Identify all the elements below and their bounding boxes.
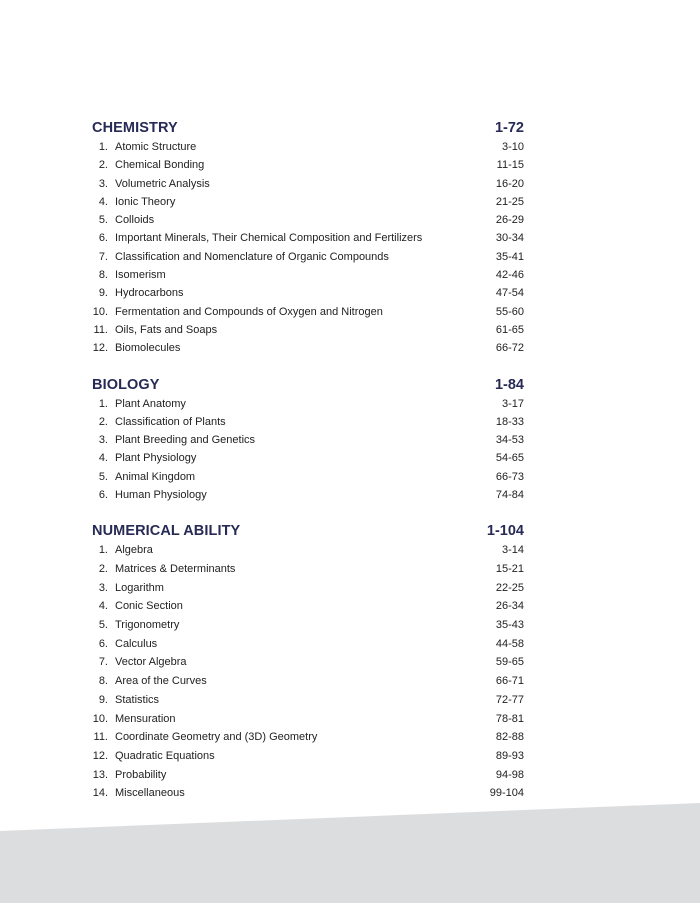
section-heading[interactable] — [92, 120, 524, 141]
entry-number: 6. — [98, 489, 108, 502]
entry-pages: 66-71 — [495, 675, 524, 688]
entry-title: Quadratic Equations — [115, 749, 215, 762]
entry-pages: 66-72 — [495, 342, 524, 355]
entry-title: Animal Kingdom — [115, 470, 196, 483]
entry-title: Probability — [115, 768, 167, 781]
entry-pages: 89-93 — [495, 749, 524, 762]
entry-pages: 61-65 — [495, 323, 524, 336]
entry-number: 13. — [92, 768, 108, 781]
toc-entry[interactable] — [92, 324, 524, 342]
toc-entry[interactable] — [92, 638, 524, 657]
toc-section — [92, 377, 524, 508]
entry-title: Biomolecules — [115, 342, 181, 355]
entry-title: Conic Section — [115, 600, 183, 613]
entry-title: Trigonometry — [115, 619, 180, 632]
entry-number: 1. — [98, 141, 108, 153]
entry-pages: 66-73 — [495, 470, 524, 483]
toc-entry[interactable] — [92, 544, 524, 563]
toc-entry[interactable] — [92, 416, 524, 434]
entry-pages: 47-54 — [495, 287, 524, 300]
entry-number: 4. — [98, 452, 108, 465]
entry-number: 9. — [98, 287, 108, 300]
toc-entry[interactable] — [92, 563, 524, 582]
entry-number: 8. — [98, 269, 108, 282]
entry-number: 5. — [98, 619, 108, 632]
entry-number: 3. — [98, 581, 108, 594]
entry-pages: 18-33 — [495, 415, 524, 428]
entry-pages: 34-53 — [495, 434, 524, 447]
entry-number: 5. — [98, 470, 108, 483]
entry-pages: 54-65 — [495, 452, 524, 465]
entry-pages: 16-20 — [495, 177, 524, 190]
toc-entry[interactable] — [92, 178, 524, 196]
section-page-range: 1-104 — [486, 523, 524, 540]
entry-title: Plant Anatomy — [115, 397, 186, 410]
entry-title: Mensuration — [115, 712, 176, 725]
entry-title: Ionic Theory — [115, 195, 176, 208]
entry-pages: 26-29 — [495, 214, 524, 227]
entry-title: Hydrocarbons — [115, 287, 184, 300]
entry-title: Important Minerals, Their Chemical Composition and Fertilizers — [115, 232, 423, 245]
toc-entry[interactable] — [92, 398, 524, 416]
entry-title: Volumetric Analysis — [115, 177, 210, 190]
section-heading[interactable] — [92, 377, 524, 398]
toc-entry[interactable] — [92, 787, 524, 806]
entry-pages: 35-43 — [495, 619, 524, 632]
section-page-range: 1-84 — [494, 376, 524, 393]
entry-number: 4. — [98, 195, 108, 208]
entry-number: 1. — [98, 544, 108, 557]
entry-number: 12. — [92, 342, 108, 355]
section-title: NUMERICAL ABILITY — [92, 523, 241, 540]
entry-number: 2. — [98, 563, 108, 576]
entry-number: 7. — [98, 250, 108, 263]
entry-title: Area of the Curves — [115, 675, 207, 688]
entry-number: 10. — [92, 305, 108, 318]
entry-pages: 30-34 — [495, 232, 524, 245]
entry-pages: 3-10 — [501, 141, 524, 153]
toc-entry[interactable] — [92, 582, 524, 601]
entry-number: 14. — [92, 787, 108, 800]
entry-number: 11. — [93, 323, 108, 336]
entry-pages: 59-65 — [495, 656, 524, 669]
section-title: BIOLOGY — [92, 376, 160, 393]
entry-pages: 3-17 — [501, 397, 524, 410]
entry-title: Plant Physiology — [115, 452, 197, 465]
entry-number: 4. — [98, 600, 108, 613]
entry-title: Fermentation and Compounds of Oxygen and Nitrogen — [115, 305, 383, 318]
entry-title: Human Physiology — [115, 489, 207, 502]
toc-entry[interactable] — [92, 434, 524, 452]
section-heading[interactable] — [92, 523, 524, 544]
entry-title: Matrices & Determinants — [115, 563, 236, 576]
entry-title: Oils, Fats and Soaps — [115, 323, 218, 336]
toc-entry[interactable] — [92, 141, 524, 159]
entry-title: Calculus — [115, 637, 158, 650]
entry-title: Plant Breeding and Genetics — [115, 434, 256, 447]
entry-title: Classification and Nomenclature of Organic Compounds — [115, 250, 389, 263]
toc-entry[interactable] — [92, 269, 524, 287]
toc-entry[interactable] — [92, 287, 524, 305]
toc-entry[interactable] — [92, 731, 524, 750]
entry-pages: 72-77 — [495, 693, 524, 706]
toc-section — [92, 523, 524, 806]
toc-entry[interactable] — [92, 656, 524, 675]
entry-title: Vector Algebra — [115, 656, 187, 669]
entry-number: 1. — [98, 397, 108, 410]
entry-title: Algebra — [115, 544, 153, 557]
entry-pages: 21-25 — [495, 195, 524, 208]
entry-number: 2. — [98, 415, 108, 428]
entry-number: 12. — [92, 749, 108, 762]
entry-title: Colloids — [115, 214, 155, 227]
entry-number: 10. — [92, 712, 108, 725]
entry-number: 9. — [98, 693, 108, 706]
entry-pages: 22-25 — [495, 581, 524, 594]
entry-pages: 15-21 — [495, 563, 524, 576]
toc-entry[interactable] — [92, 232, 524, 250]
table-of-contents — [92, 120, 524, 822]
toc-entry[interactable] — [92, 196, 524, 214]
entry-number: 2. — [98, 159, 108, 172]
toc-entry[interactable] — [92, 306, 524, 324]
entry-number: 3. — [98, 177, 108, 190]
entry-number: 8. — [98, 675, 108, 688]
toc-entry[interactable] — [92, 600, 524, 619]
toc-entry[interactable] — [92, 159, 524, 177]
toc-entry[interactable] — [92, 694, 524, 713]
entry-title: Miscellaneous — [115, 787, 185, 800]
entry-pages: 35-41 — [495, 250, 524, 263]
toc-section — [92, 120, 524, 361]
entry-number: 11. — [93, 731, 108, 744]
toc-entry[interactable] — [92, 452, 524, 470]
toc-entry[interactable] — [92, 471, 524, 489]
toc-entry[interactable] — [92, 619, 524, 638]
entry-pages: 78-81 — [495, 712, 524, 725]
toc-entry[interactable] — [92, 675, 524, 694]
entry-number: 5. — [98, 214, 108, 227]
toc-entry[interactable] — [92, 713, 524, 732]
entry-number: 7. — [98, 656, 108, 669]
entry-pages: 99-104 — [489, 787, 524, 800]
entry-title: Chemical Bonding — [115, 159, 205, 172]
toc-entry[interactable] — [92, 489, 524, 507]
entry-pages: 74-84 — [495, 489, 524, 502]
section-page-range: 1-72 — [494, 120, 524, 136]
entry-pages: 94-98 — [495, 768, 524, 781]
entry-title: Isomerism — [115, 269, 166, 282]
toc-entry[interactable] — [92, 750, 524, 769]
section-title: CHEMISTRY — [92, 120, 178, 136]
entry-pages: 42-46 — [495, 269, 524, 282]
toc-entry[interactable] — [92, 769, 524, 788]
toc-entry[interactable] — [92, 342, 524, 360]
entry-number: 6. — [98, 232, 108, 245]
entry-title: Classification of Plants — [115, 415, 226, 428]
entry-pages: 82-88 — [495, 731, 524, 744]
entry-pages: 11-15 — [496, 159, 524, 172]
entry-pages: 55-60 — [495, 305, 524, 318]
entry-title: Statistics — [115, 693, 160, 706]
entry-number: 6. — [98, 637, 108, 650]
entry-pages: 3-14 — [501, 544, 524, 557]
entry-title: Atomic Structure — [115, 141, 197, 153]
entry-pages: 26-34 — [495, 600, 524, 613]
toc-entry[interactable] — [92, 214, 524, 232]
entry-number: 3. — [98, 434, 108, 447]
entry-title: Logarithm — [115, 581, 164, 594]
entry-pages: 44-58 — [495, 637, 524, 650]
toc-entry[interactable] — [92, 251, 524, 269]
entry-title: Coordinate Geometry and (3D) Geometry — [115, 731, 318, 744]
